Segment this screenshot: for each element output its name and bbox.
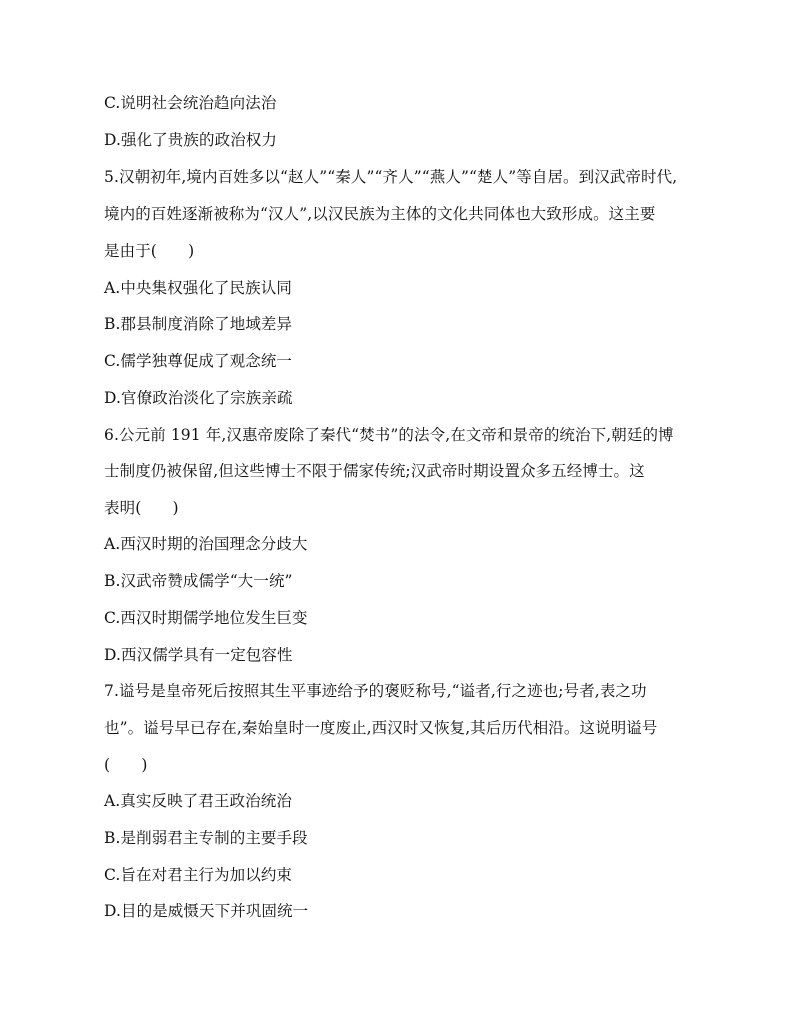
option-6d: D.西汉儒学具有一定包容性: [104, 646, 293, 664]
question-5-line-1: 5.汉朝初年,境内百姓多以“赵人”“秦人”“齐人”“燕人”“楚人”等自居。到汉武帝时代,: [104, 168, 678, 186]
question-5-line-2: 境内的百姓逐渐被称为“汉人”,以汉民族为主体的文化共同体也大致形成。这主要: [104, 205, 656, 223]
option-5d: D.官僚政治淡化了宗族亲疏: [104, 389, 293, 407]
option-5a: A.中央集权强化了民族认同: [104, 279, 292, 297]
question-6-line-3: 表明( ): [104, 499, 179, 517]
question-7-line-1: 7.谥号是皇帝死后按照其生平事迹给予的褒贬称号,“谥者,行之迹也;号者,表之功: [104, 682, 647, 700]
option-6a: A.西汉时期的治国理念分歧大: [104, 535, 308, 553]
option-5c: C.儒学独尊促成了观念统一: [104, 352, 293, 370]
option-7c: C.旨在对君主行为加以约束: [104, 866, 293, 884]
question-5-line-3: 是由于( ): [104, 242, 195, 260]
option-4c: C.说明社会统治趋向法治: [104, 94, 277, 112]
question-6-line-1: 6.公元前 191 年,汉惠帝废除了秦代“焚书”的法令,在文帝和景帝的统治下,朝廷的博: [104, 426, 674, 444]
question-7-line-2: 也”。谥号早已存在,秦始皇时一度废止,西汉时又恢复,其后历代相沿。这说明谥号: [104, 719, 658, 737]
option-6c: C.西汉时期儒学地位发生巨变: [104, 609, 308, 627]
option-7d: D.目的是威慑天下并巩固统一: [104, 902, 309, 920]
question-6-line-2: 士制度仍被保留,但这些博士不限于儒家传统;汉武帝时期设置众多五经博士。这: [104, 462, 645, 480]
option-7b: B.是削弱君主专制的主要手段: [104, 829, 308, 847]
option-4d: D.强化了贵族的政治权力: [104, 131, 278, 149]
question-7-line-3: ( ): [104, 756, 148, 774]
option-7a: A.真实反映了君王政治统治: [104, 792, 292, 810]
option-6b: B.汉武帝赞成儒学“大一统”: [104, 572, 293, 590]
option-5b: B.郡县制度消除了地域差异: [104, 315, 293, 333]
